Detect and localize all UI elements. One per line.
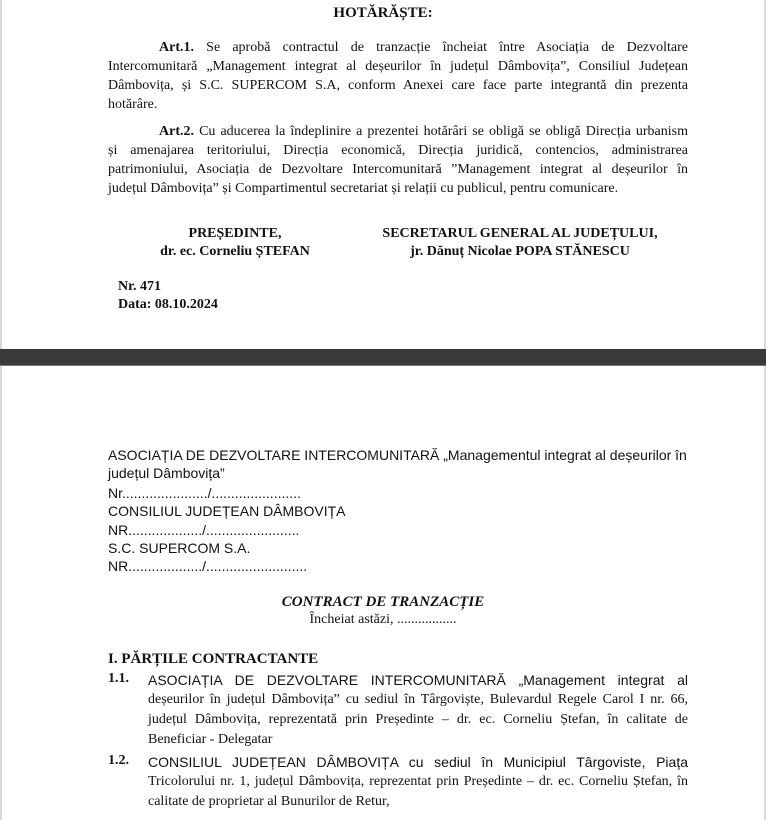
- article-1-label: Art.1.: [159, 40, 194, 55]
- signature-president: [150, 225, 320, 261]
- party-b-name: CONSILIUL JUDEȚEAN DÂMBOVIȚA: [108, 503, 346, 519]
- article-1-line: hotărâre.: [108, 97, 158, 112]
- contract-item-1-1: [148, 670, 688, 750]
- party-a-name: ASOCIAȚIA DE DEZVOLTARE INTERCOMUNITARĂ „Managementul integrat al deșeurilor în: [108, 447, 687, 463]
- item-line: județul Dâmbovița, reprezentată prin Președinte – dr. ec. Corneliu Ștefan, în calitate de: [148, 712, 688, 727]
- secretary-name: jr. Dănuț Nicolae POPA STĂNESCU: [410, 244, 630, 259]
- article-2-line: și amenajarea teritoriului, Direcția economică, Direcția juridică, contencios, administrarea: [108, 143, 688, 158]
- contract-item-1-2: [148, 752, 688, 812]
- section-title: I. PĂRȚILE CONTRACTANTE: [108, 651, 319, 667]
- page-separator: [0, 349, 766, 365]
- article-1: [108, 38, 688, 114]
- signature-secretary: [370, 225, 670, 261]
- item-line: Tricolorului nr. 1, județul Dâmbovița, reprezentat prin Președinte – dr. ec. Corneliu Ștefan, în: [148, 774, 688, 789]
- article-2-line: Cu aducerea la îndeplinire a prezentei hotărâri se obligă se obligă Direcția urbanism: [199, 124, 688, 139]
- article-1-line: Se aprobă contractul de tranzacție încheiat între Asociația de Dezvoltare: [206, 40, 688, 55]
- item-number: 1.2.: [108, 753, 129, 768]
- contract-date-line: Încheiat astăzi, .................: [309, 612, 457, 627]
- article-2: [108, 122, 688, 198]
- article-2-line: județul Dâmbovița” și Compartimentul secretariat și relații cu publicul, pentru comunicare.: [108, 181, 619, 196]
- party-a-name-cont: județul Dâmbovița”: [108, 465, 225, 481]
- document-page-2: [0, 365, 766, 820]
- item-number: 1.1.: [108, 671, 129, 686]
- president-name: dr. ec. Corneliu ȘTEFAN: [160, 244, 310, 259]
- article-1-line: Intercomunitară „Management integrat al deșeurilor în județul Dâmbovița”, Consiliul Județean: [108, 59, 688, 74]
- item-line: deșeurilor în județul Dâmbovița” cu sediul în Târgoviște, Bulevardul Regele Carol I nr. 66,: [148, 692, 688, 707]
- decision-number: Nr. 471: [118, 279, 162, 294]
- document-page-1: [0, 0, 766, 350]
- item-line: ASOCIAȚIA DE DEZVOLTARE INTERCOMUNITARĂ „Management integrat al: [148, 672, 688, 688]
- president-role: PREȘEDINTE,: [188, 226, 282, 241]
- page-edge-left: [0, 0, 2, 349]
- party-b-number: NR.................../........................: [108, 522, 300, 538]
- decision-date: Data: 08.10.2024: [118, 297, 218, 312]
- item-line: Beneficiar - Delegatar: [148, 732, 273, 747]
- secretary-role: SECRETARUL GENERAL AL JUDEȚULUI,: [382, 226, 658, 241]
- decision-heading: HOTĂRĂȘTE:: [333, 5, 433, 21]
- item-line: calitate de proprietar al Bunurilor de Retur,: [148, 794, 390, 809]
- article-1-line: Dâmbovița, și S.C. SUPERCOM S.A, conform Anexei care face parte integrantă din prezenta: [108, 78, 688, 93]
- item-line: CONSILIUL JUDEȚEAN DÂMBOVIȚA cu sediul în Municipiul Târgoviste, Piața: [148, 754, 688, 770]
- party-c-name: S.C. SUPERCOM S.A.: [108, 540, 251, 556]
- party-a-number: Nr....................../.......................: [108, 485, 301, 501]
- article-2-line: patrimoniului, Asociația de Dezvoltare Intercomunitară ”Management integrat al deșeurilor în: [108, 162, 688, 177]
- article-2-label: Art.2.: [159, 124, 194, 139]
- party-c-number: NR.................../..........................: [108, 558, 308, 574]
- contract-title: CONTRACT DE TRANZACȚIE: [281, 594, 485, 610]
- page-edge-left: [0, 366, 2, 820]
